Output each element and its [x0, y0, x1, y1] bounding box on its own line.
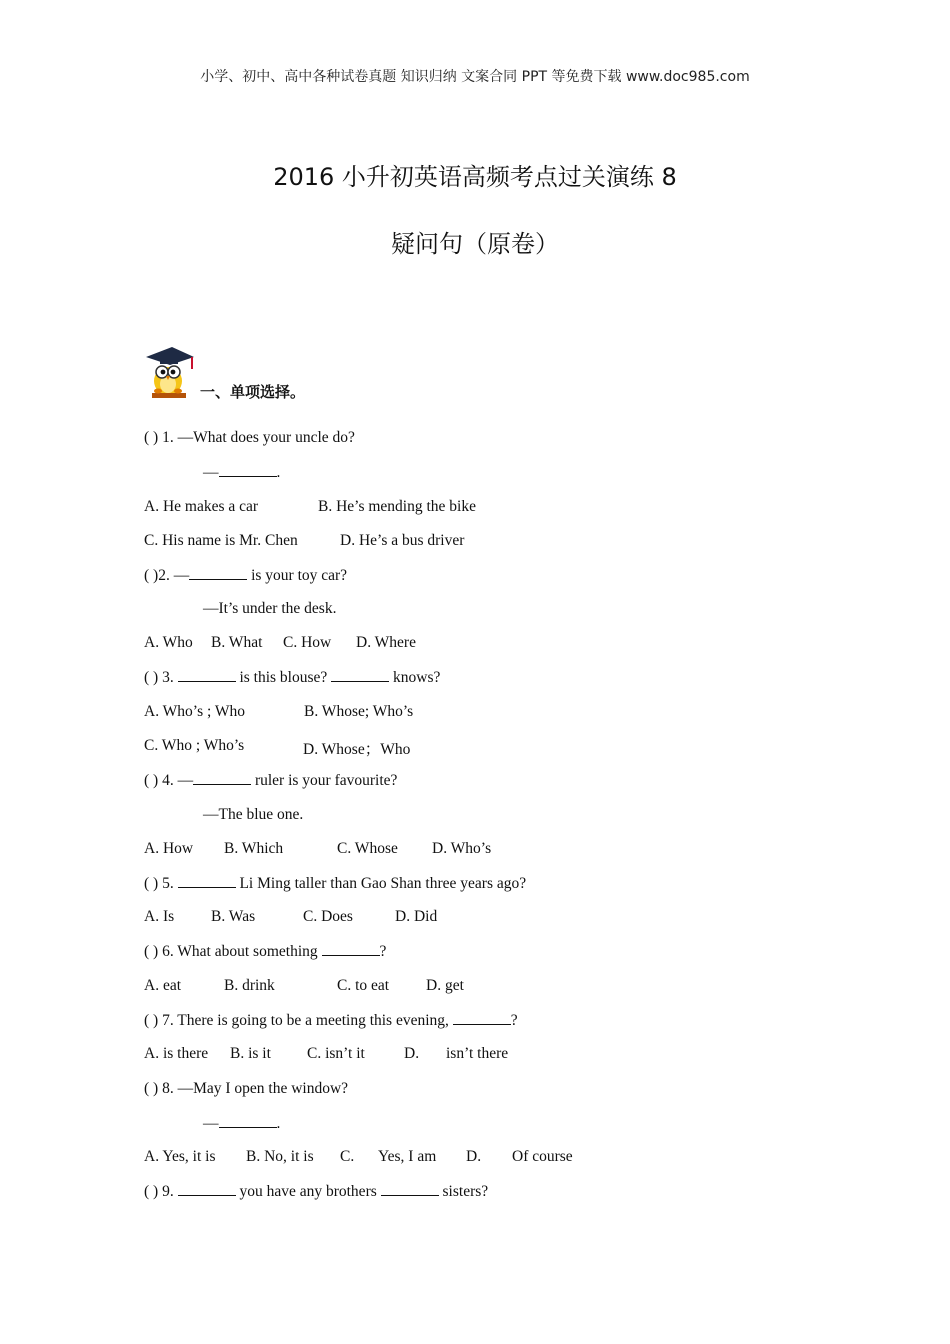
- q3-blank-1: [178, 668, 236, 682]
- q1-text: ( ) 1. —What does your uncle do?: [144, 429, 355, 446]
- q7-prefix: ( ) 7. There is going to be a meeting this evening,: [144, 1012, 453, 1029]
- q2-option-d: D. Where: [356, 634, 416, 651]
- q7-end: ?: [510, 1012, 518, 1029]
- q5-option-c: C. Does: [303, 908, 353, 925]
- q6-option-c: C. to eat: [337, 977, 390, 994]
- q7-option-d: isn’t there: [446, 1045, 509, 1062]
- q2-prefix: ( )2. —: [144, 567, 190, 584]
- q7-option-d-letter: D.: [404, 1045, 420, 1062]
- document-title: 2016 小升初英语高频考点过关演练 8: [273, 163, 677, 191]
- q1-blank: [219, 463, 277, 477]
- graduate-owl-icon: [142, 343, 198, 399]
- q8-option-c-letter: C.: [340, 1148, 355, 1165]
- section-heading: [142, 343, 542, 399]
- q3-blank-2: [331, 668, 389, 682]
- q8-option-c: Yes, I am: [378, 1148, 437, 1165]
- q8-answer-line: [203, 1114, 280, 1133]
- q2-reply: —It’s under the desk.: [203, 600, 337, 617]
- question-8: [144, 1080, 348, 1098]
- q3-prefix: ( ) 3.: [144, 669, 178, 686]
- q6-blank: [322, 942, 380, 956]
- q4-option-d: D. Who’s: [432, 840, 492, 857]
- q4-option-c: C. Whose: [337, 840, 398, 857]
- q8-end: .: [276, 1115, 281, 1132]
- q1-dash: —: [203, 464, 219, 481]
- q5-prefix: ( ) 5.: [144, 875, 178, 892]
- q6-end: ?: [379, 943, 387, 960]
- question-9: [144, 1182, 488, 1201]
- q2-after: is your toy car?: [247, 567, 348, 584]
- q9-prefix: ( ) 9.: [144, 1183, 178, 1200]
- q7-blank: [453, 1011, 511, 1025]
- question-5: [144, 874, 526, 893]
- q4-after: ruler is your favourite?: [251, 772, 398, 789]
- question-6: [144, 942, 386, 961]
- q4-blank: [193, 771, 251, 785]
- q5-option-b: B. Was: [211, 908, 256, 925]
- q7-option-b: B. is it: [230, 1045, 271, 1062]
- document-subtitle: 疑问句（原卷）: [391, 230, 559, 258]
- q6-option-a: A. eat: [144, 977, 182, 994]
- q2-option-b: B. What: [211, 634, 263, 651]
- q4-prefix: ( ) 4. —: [144, 772, 194, 789]
- question-7: [144, 1011, 518, 1030]
- q1-option-a: A. He makes a car: [144, 498, 259, 515]
- q1-option-b: B. He’s mending the bike: [318, 498, 476, 515]
- question-2: [144, 566, 347, 585]
- q3-mid: is this blouse?: [235, 669, 332, 686]
- q2-option-c: C. How: [283, 634, 332, 651]
- q5-after: Li Ming taller than Gao Shan three years ago?: [235, 875, 527, 892]
- question-1: [144, 429, 355, 447]
- q1-end: .: [276, 464, 281, 481]
- q6-option-b: B. drink: [224, 977, 275, 994]
- q9-blank-1: [178, 1182, 236, 1196]
- q9-mid: you have any brothers: [235, 1183, 381, 1200]
- q8-option-a: A. Yes, it is: [144, 1148, 216, 1165]
- q8-option-d-letter: D.: [466, 1148, 482, 1165]
- q1-answer-line: [203, 463, 280, 482]
- q6-option-d: D. get: [426, 977, 464, 994]
- q3-option-d: D. Whose；Who: [303, 741, 411, 758]
- q3-end: knows?: [389, 669, 441, 686]
- question-4: [144, 771, 397, 790]
- section-label: 一、单项选择。: [200, 383, 306, 401]
- q1-option-c: C. His name is Mr. Chen: [144, 532, 298, 549]
- q3-option-c: C. Who ; Who’s: [144, 737, 245, 754]
- q5-option-a: A. Is: [144, 908, 175, 925]
- q8-option-d: Of course: [512, 1148, 573, 1165]
- q8-text: ( ) 8. —May I open the window?: [144, 1080, 349, 1097]
- q6-prefix: ( ) 6. What about something: [144, 943, 322, 960]
- q4-option-a: A. How: [144, 840, 194, 857]
- q4-reply: —The blue one.: [203, 806, 304, 823]
- q5-blank: [178, 874, 236, 888]
- q1-option-d: D. He’s a bus driver: [340, 532, 465, 549]
- q3-option-a: A. Who’s ; Who: [144, 703, 246, 720]
- q7-option-a: A. is there: [144, 1045, 209, 1062]
- q9-end: sisters?: [438, 1183, 489, 1200]
- q8-blank: [219, 1114, 277, 1128]
- q8-option-b: B. No, it is: [246, 1148, 314, 1165]
- question-3: [144, 668, 440, 687]
- q2-option-a: A. Who: [144, 634, 193, 651]
- q5-option-d: D. Did: [395, 908, 438, 925]
- q7-option-c: C. isn’t it: [307, 1045, 365, 1062]
- q4-option-b: B. Which: [224, 840, 284, 857]
- q2-blank: [189, 566, 247, 580]
- page-header: 小学、初中、高中各种试卷真题 知识归纳 文案合同 PPT 等免费下载 www.doc985.com: [200, 69, 750, 85]
- q9-blank-2: [381, 1182, 439, 1196]
- q3-option-b: B. Whose; Who’s: [304, 703, 414, 720]
- q8-dash: —: [203, 1115, 219, 1132]
